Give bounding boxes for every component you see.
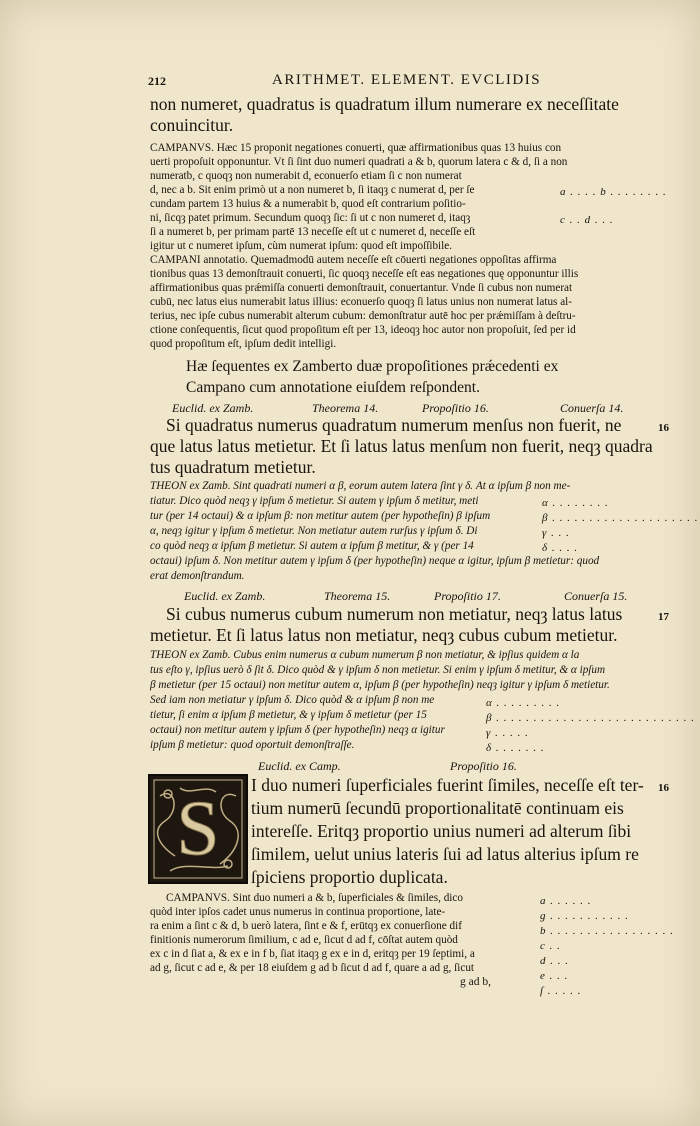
text-line: ra enim a ſint c & d, b uerò latera, ſint e & f, erūtqȝ ex conuerſione dif	[150, 920, 462, 932]
diagram-line: a . . . . . .	[540, 895, 592, 907]
text-line: ſi a numeret b, per primam partē 13 neceſſe eſt ut c numeret d, neceſſe eſt	[150, 226, 476, 238]
text-line: non numeret, quadratus is quadratum illum numerare ex neceſſitate	[150, 94, 619, 114]
text-line: cundam partem 13 huius & a numerabit b, quod eſt contrarium poſitio-	[150, 198, 466, 210]
margin-number: 17	[658, 611, 669, 623]
diagram-line: β . . . . . . . . . . . . . . . . . . . .	[542, 512, 699, 524]
svg-text:S: S	[176, 784, 220, 871]
diagram-line: c . .	[540, 940, 561, 952]
text-line: cubū, nec latus eius numerabit latus illius: econuerſo quoqȝ ſi latus unius non numerat latus al-	[150, 296, 573, 308]
text-line: I duo numeri ſuperficiales fuerint ſimiles, neceſſe eſt ter-	[251, 775, 644, 795]
text-line: tietur, ſi enim α ipſum β metietur, & γ ipſum δ metietur (per 15	[150, 709, 427, 721]
text-line: g ad b,	[460, 976, 491, 988]
text-line: Campano cum annotatione eiuſdem reſpondent.	[186, 379, 480, 396]
text-line: tiatur. Dico quòd neqȝ γ ipſum δ metietur. Si autem γ ipſum δ metitur, meti	[150, 495, 479, 507]
text-line: metietur. Et ſi latus latus non metiatur, neqȝ cubus cubum metietur.	[150, 625, 618, 645]
diagram-line: c . . d . . .	[560, 214, 614, 226]
text-line: quod propoſitum eſt, ipſum dedit intelligi.	[150, 338, 337, 350]
text-line: ipſum β metietur: quod oportuit demonſtraſſe.	[150, 739, 355, 751]
text-line: ni, ſicqȝ patet primum. Secundum quoqȝ ſic: ſi ut c non numeret d, itaqȝ	[150, 212, 471, 224]
text-line: THEON ex Zamb. Cubus enim numerus α cubum numerum β non metiatur, & ipſius quidem α la	[150, 649, 580, 661]
diagram-line: a . . . . b . . . . . . . .	[560, 186, 667, 198]
diagram-line: α . . . . . . . . .	[486, 697, 561, 709]
heading-theorem: Theorema 14.	[312, 401, 379, 415]
text-line: CAMPANVS. Sint duo numeri a & b, ſuperficiales & ſimiles, dico	[166, 892, 463, 904]
heading-converse: Conuerſa 15.	[564, 589, 628, 603]
heading-source: Euclid. ex Camp.	[258, 759, 341, 773]
heading-theorem: Theorema 15.	[324, 589, 391, 603]
diagram-line: b . . . . . . . . . . . . . . . . .	[540, 925, 674, 937]
text-line: ex c in d ſiat a, & ex e in f b, ſiat itaqȝ g ex e in d, eritqȝ per 19 ſeptimi, a	[150, 948, 475, 960]
text-line: tur (per 14 octaui) & α ipſum β: non metitur autem (per hypotheſin) β ipſum	[150, 510, 491, 522]
diagram-line: e . . .	[540, 970, 569, 982]
diagram-line: δ . . . .	[542, 542, 579, 554]
text-line: ſimilem, uelut unius lateris ſui ad latus alterius ipſum re	[251, 844, 639, 864]
text-line: tus quadratum metietur.	[150, 457, 316, 477]
heading-source: Euclid. ex Zamb.	[172, 401, 254, 415]
text-line: co quòd neqȝ α ipſum β metietur. Si autem α ipſum β metitur, & γ (per 14	[150, 540, 474, 552]
diagram-line: β . . . . . . . . . . . . . . . . . . . . . . . . . . .	[486, 712, 695, 724]
text-line: Hæ ſequentes ex Zamberto duæ propoſitiones prǽcedenti ex	[186, 358, 559, 375]
heading-converse: Conuerſa 14.	[560, 401, 624, 415]
text-line: CAMPANVS. Hæc 15 proponit negationes conuerti, quæ affirmationibus quas 13 huius con	[150, 142, 562, 154]
text-line: tium numerū ſecundū proportionalitatē continuam eis	[251, 798, 624, 818]
text-line: octaui) non metitur autem γ ipſum δ (per hypotheſin) neqȝ α igitur	[150, 724, 445, 736]
diagram-line: γ . . . . .	[486, 727, 529, 739]
diagram-line: g . . . . . . . . . . .	[540, 910, 629, 922]
text-line: Si cubus numerus cubum numerum non metiatur, neqȝ latus latus	[166, 604, 623, 624]
text-line: affirmationibus quas prǽmiſſa conuerti demonſtrauit, conuertantur. Vnde ſi cubus non numerat	[150, 282, 573, 294]
margin-number: 16	[658, 782, 669, 794]
heading-proposition: Propoſitio 16.	[422, 401, 489, 415]
text-line: erat demonſtrandum.	[150, 570, 245, 582]
text-line: Sed iam non metiatur γ ipſum δ. Dico quòd & α ipſum β non me	[150, 694, 435, 706]
running-head: ARITHMET. ELEMENT. EVCLIDIS	[272, 72, 542, 88]
decorated-initial-letter	[148, 774, 248, 884]
text-line: β metietur (per 15 octaui) non metitur autem α, ipſum β (per hypotheſin) neqȝ igitur γ ipſum δ metietur.	[150, 679, 610, 691]
text-line: ad g, ſicut c ad e, & per 18 eiuſdem g ad b ſicut d ad f, quare a ad g, ſicut	[150, 962, 475, 974]
text-line: igitur ut c numeret ipſum, cùm numerat ipſum: quod eſt impoſſibile.	[150, 240, 453, 252]
text-line: uerti propoſuit opponuntur. Vt ſi ſint duo numeri quadrati a & b, quorum latera c & d, ſi a non	[150, 156, 568, 168]
text-line: THEON ex Zamb. Sint quadrati numeri α β, eorum autem latera ſint γ δ. At α ipſum β non me-	[150, 480, 571, 492]
diagram-line: δ . . . . . . .	[486, 742, 545, 754]
text-line: conuincitur.	[150, 115, 234, 135]
text-line: Si quadratus numerus quadratum numerum menſus non fuerit, ne	[166, 415, 622, 435]
diagram-line: ſ . . . . .	[540, 985, 582, 997]
text-line: tus eſto γ, ipſius uerò δ ſit δ. Dico quòd & γ ipſum δ non metietur. Si enim γ ipſum δ metitur, & α ipſum	[150, 664, 606, 676]
heading-proposition: Propoſitio 16.	[450, 759, 517, 773]
text-line: d, nec a b. Sit enim primò ut a non numeret b, ſi itaqȝ c numerat d, per ſe	[150, 184, 475, 196]
text-line: α, neqȝ igitur γ ipſum δ metietur. Non metiatur autem rurſus γ ipſum δ. Di	[150, 525, 478, 537]
text-line: intereſſe. Eritqȝ proportio unius numeri ad alterum ſibi	[251, 821, 632, 841]
diagram-line: γ . . .	[542, 527, 570, 539]
text-line: ctione conſequentis, ſicut quod propoſitum eſt per 13, ideoqȝ hoc autor non propoſuit, ſed per id	[150, 324, 576, 336]
heading-source: Euclid. ex Zamb.	[184, 589, 266, 603]
text-line: tionibus quas 13 demonſtrauit conuerti, ſic quoqȝ neceſſe eſt eas negationes quę opponuntur illis	[150, 268, 579, 280]
text-line: CAMPANI annotatio. Quemadmodū autem neceſſe eſt cōuerti negationes oppoſitas affirma	[150, 254, 557, 266]
text-line: numeratb, c quoqȝ non numerabit d, econuerſo etiam ſi c non numerat	[150, 170, 462, 182]
text-line: finitionis numerorum ſimilium, c ad e, ſicut d ad f, cōſtat autem quòd	[150, 934, 458, 946]
margin-number: 16	[658, 422, 669, 434]
diagram-line: α . . . . . . . .	[542, 497, 609, 509]
initial-ornament-icon	[150, 776, 246, 882]
text-line: ſpiciens proportio duplicata.	[251, 867, 448, 887]
text-line: octaui) ipſum δ. Non metitur autem γ ipſum δ (per hypotheſin) neque α igitur, ipſum β metietur: quod	[150, 555, 600, 567]
text-line: terius, nec ipſe cubus numerabit alterum cubum: demonſtratur autē hoc per prǽmiſſam à deſtru-	[150, 310, 576, 322]
folio-number: 212	[148, 74, 166, 88]
heading-proposition: Propoſitio 17.	[434, 589, 501, 603]
diagram-line: d . . .	[540, 955, 569, 967]
text-line: quòd inter ipſos cadet unus numerus in continua proportione, late-	[150, 906, 446, 918]
text-line: que latus latus metietur. Et ſi latus latus menſum non fuerit, neqȝ quadra	[150, 436, 653, 456]
